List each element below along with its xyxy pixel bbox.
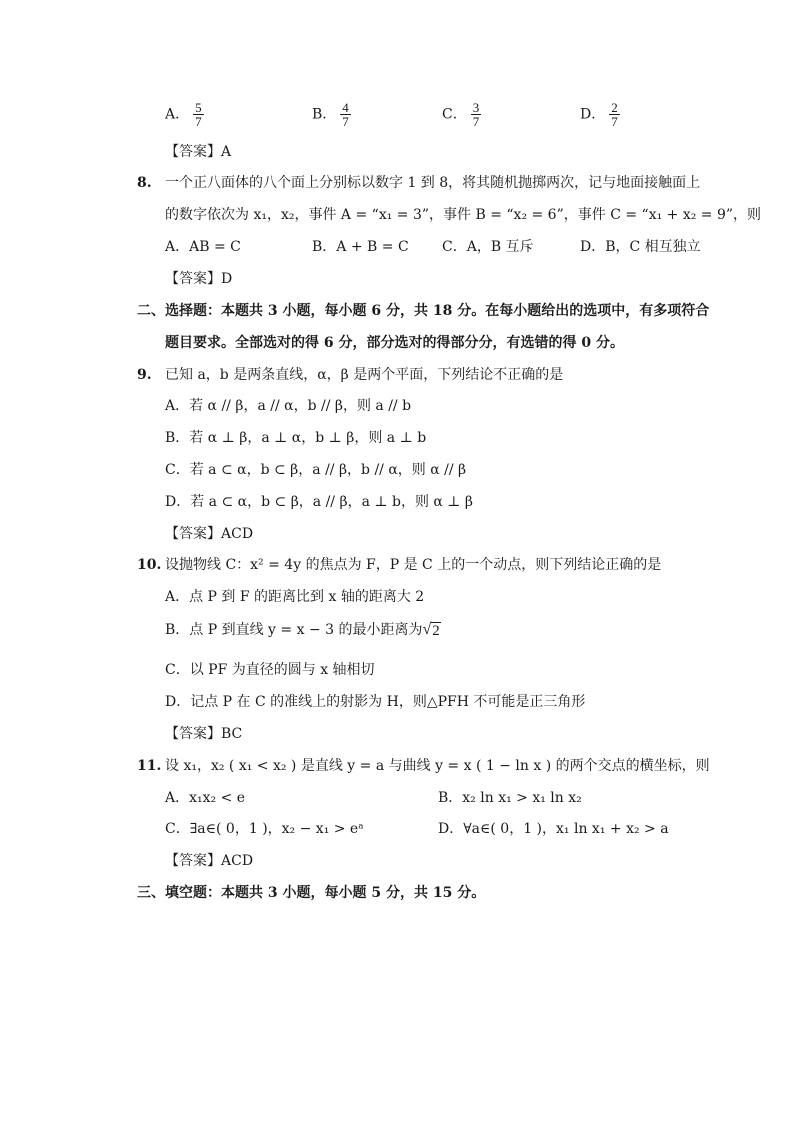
- q8-stem-line1: 一个正八面体的八个面上分别标以数字 1 到 8，将其随机抛掷两次，记与地面接触面上: [165, 175, 701, 191]
- option-label: D．: [580, 106, 606, 123]
- numerator: 2: [611, 100, 618, 115]
- q9-option-a: A．若 α // β，a // α，b // β，则 a // b: [165, 398, 412, 414]
- option-label: A．: [165, 106, 190, 123]
- q9-number: 9.: [137, 367, 152, 383]
- q10-stem: 设抛物线 C：x² = 4y 的焦点为 F，P 是 C 上的一个动点，则下列结论正确的是: [165, 557, 662, 573]
- denominator: 7: [342, 114, 349, 129]
- numerator: 4: [342, 100, 349, 115]
- numerator: 5: [195, 100, 202, 115]
- section3-heading: 三、填空题：本题共 3 小题，每小题 5 分，共 15 分。: [137, 885, 486, 901]
- fraction: [609, 101, 620, 128]
- fraction: [193, 101, 204, 128]
- q8-number: 8.: [137, 175, 152, 191]
- q7-option-d: [580, 101, 620, 128]
- square-root: [422, 621, 440, 639]
- radicand: 2: [432, 623, 440, 639]
- q10-number: 10.: [137, 557, 162, 573]
- q11-option-d: D．∀a∈( 0，1 )，x₁ ln x₁ + x₂ > a: [438, 821, 669, 837]
- q11-option-b: B．x₂ ln x₁ > x₁ ln x₂: [438, 790, 582, 806]
- q7-option-a: [165, 101, 204, 128]
- q10-option-d: D．记点 P 在 C 的准线上的射影为 H，则△PFH 不可能是正三角形: [165, 694, 586, 710]
- denominator: 7: [472, 114, 480, 129]
- q8-stem-line2: 的数字依次为 x₁，x₂，事件 A = “x₁ = 3”，事件 B = “x₂ = 6”，事件 C = “x₁ + x₂ = 9”，则: [165, 207, 762, 223]
- denominator: 7: [195, 114, 202, 129]
- q9-option-d: D．若 a ⊂ α，b ⊂ β，a // β，a ⊥ b，则 α ⊥ β: [165, 494, 474, 510]
- denominator: 7: [611, 114, 618, 129]
- q7-option-b: [312, 101, 351, 128]
- q8-answer: 【答案】D: [165, 271, 233, 287]
- q9-stem: 已知 a，b 是两条直线，α，β 是两个平面，下列结论不正确的是: [165, 367, 564, 383]
- q9-option-b: B．若 α ⊥ β，a ⊥ α，b ⊥ β，则 a ⊥ b: [165, 430, 427, 446]
- q11-answer: 【答案】ACD: [165, 853, 254, 869]
- q11-stem: 设 x₁，x₂ ( x₁ < x₂ ) 是直线 y = a 与曲线 y = x ( 1 − ln x ) 的两个交点的横坐标，则: [165, 758, 710, 774]
- q8-option-c: C．A，B 互斥: [442, 239, 534, 255]
- q8-option-d: D．B，C 相互独立: [580, 239, 701, 255]
- q9-answer: 【答案】ACD: [165, 526, 254, 542]
- q10-option-a: A．点 P 到 F 的距离比到 x 轴的距离大 2: [165, 589, 425, 605]
- option-label: C．: [442, 106, 467, 123]
- q10-option-b: [165, 621, 441, 639]
- numerator: 3: [472, 100, 480, 115]
- option-label: B．: [312, 106, 337, 123]
- q10-answer: 【答案】BC: [165, 726, 243, 742]
- section2-heading-line1: 二、选择题：本题共 3 小题，每小题 6 分，共 18 分。在每小题给出的选项中，有多项符合: [137, 303, 710, 319]
- fraction: [471, 101, 482, 128]
- q11-option-c: C．∃a∈( 0，1 )，x₂ − x₁ > eᵃ: [165, 821, 364, 837]
- fraction: [340, 101, 351, 128]
- q8-option-a: A．AB = C: [165, 239, 241, 255]
- section2-heading-line2: 题目要求。全部选对的得 6 分，部分选对的得部分分，有选错的得 0 分。: [165, 335, 624, 351]
- q8-option-b: B．A + B = C: [312, 239, 409, 255]
- q11-option-a: A．x₁x₂ < e: [165, 790, 246, 806]
- q7-option-c: [442, 101, 481, 128]
- q9-option-c: C．若 a ⊂ α，b ⊂ β，a // β，b // α，则 α // β: [165, 462, 467, 478]
- radical-sign-icon: √: [422, 621, 432, 638]
- q7-answer: 【答案】A: [165, 144, 232, 160]
- q10-option-c: C．以 PF 为直径的圆与 x 轴相切: [165, 662, 375, 678]
- q10-option-b-text: B．点 P 到直线 y = x − 3 的最小距离为: [165, 622, 423, 638]
- q11-number: 11.: [137, 758, 162, 774]
